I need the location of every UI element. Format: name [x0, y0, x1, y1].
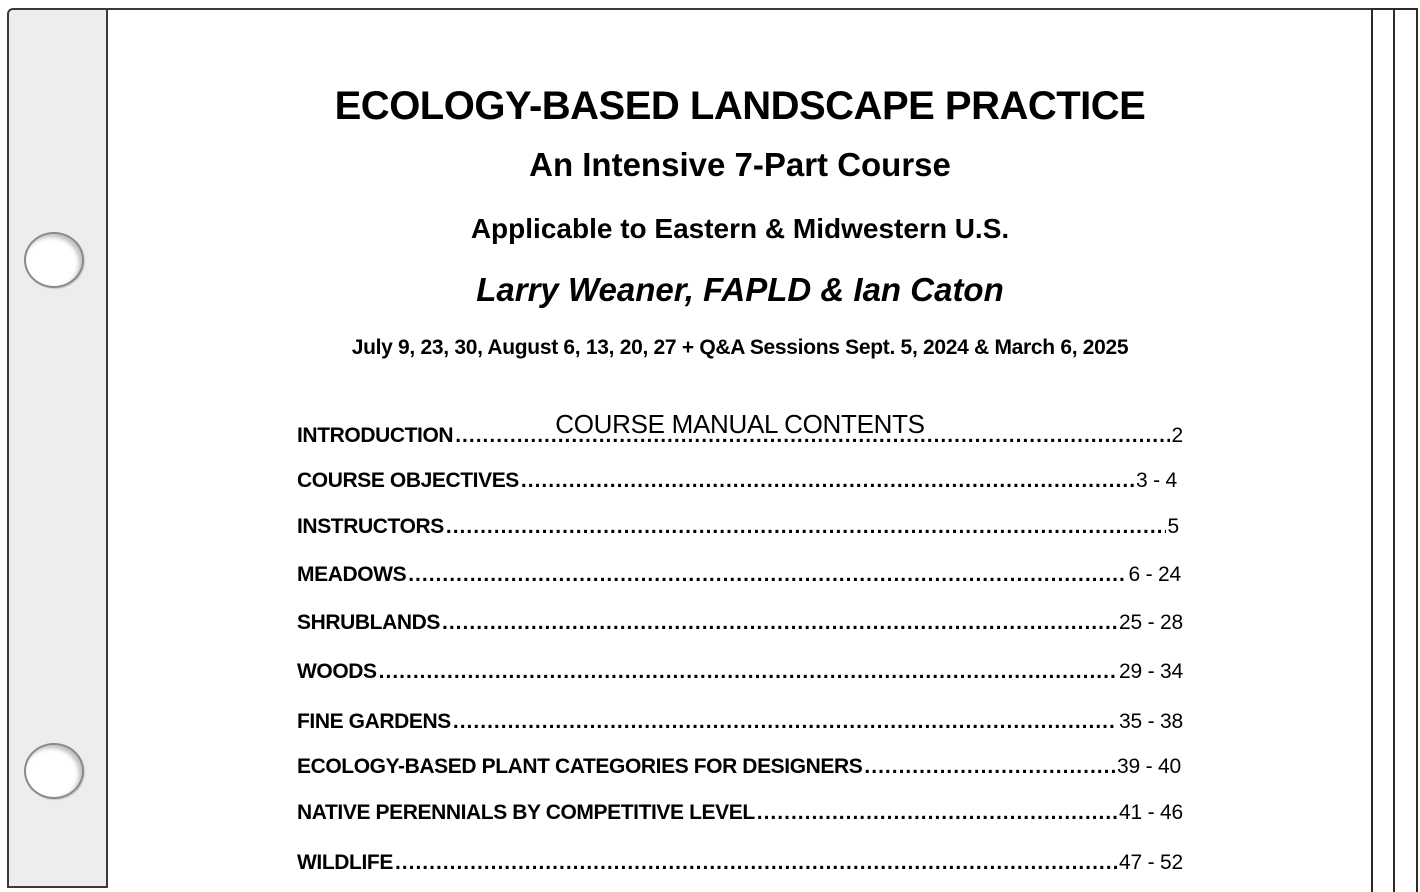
toc-label: ECOLOGY-BASED PLANT CATEGORIES FOR DESIGNERS — [297, 755, 863, 778]
toc-page: 41 - 46 — [1119, 801, 1183, 824]
page-stack-edge-2 — [1393, 8, 1395, 892]
toc-row-fine-gardens — [297, 710, 1183, 736]
toc-label: NATIVE PERENNIALS BY COMPETITIVE LEVEL — [297, 801, 755, 824]
punch-hole-bottom — [24, 743, 84, 799]
document-dates: July 9, 23, 30, August 6, 13, 20, 27 + Q&A Sessions Sept. 5, 2024 & March 6, 2025 — [351, 336, 1129, 359]
toc-page: 39 - 40 — [1117, 755, 1181, 778]
document-authors: Larry Weaner, FAPLD & Ian Caton — [476, 271, 1004, 308]
toc-leader — [453, 710, 1117, 734]
page-stack-edge-3 — [1416, 8, 1418, 892]
document-title: ECOLOGY-BASED LANDSCAPE PRACTICE — [334, 84, 1146, 128]
contents-heading: COURSE MANUAL CONTENTS — [555, 409, 925, 439]
toc-page: 6 - 24 — [1128, 563, 1181, 586]
toc-row-shrublands — [297, 611, 1183, 637]
document-region: Applicable to Eastern & Midwestern U.S. — [470, 213, 1010, 244]
toc-row-meadows — [297, 563, 1181, 589]
toc-label: FINE GARDENS — [297, 710, 451, 733]
toc-row-woods — [297, 660, 1183, 686]
toc-row-plant-categories — [297, 755, 1181, 781]
binder-strip — [7, 8, 108, 888]
toc-row-wildlife — [297, 851, 1183, 877]
toc-row-introduction — [297, 424, 1183, 450]
toc-label: INTRODUCTION — [297, 424, 454, 447]
toc-leader — [442, 611, 1117, 635]
toc-label: WILDLIFE — [297, 851, 393, 874]
toc-page: 25 - 28 — [1119, 611, 1183, 634]
toc-leader — [408, 563, 1126, 587]
toc-label: COURSE OBJECTIVES — [297, 469, 519, 492]
punch-hole-top — [24, 232, 84, 288]
toc-page: 2 — [1171, 424, 1183, 447]
toc-page: 47 - 52 — [1119, 851, 1183, 874]
toc-row-native-perennials — [297, 801, 1183, 827]
toc-label: WOODS — [297, 660, 377, 683]
page-stack-edge-1 — [1371, 8, 1373, 892]
toc-page: 3 - 4 — [1135, 469, 1177, 492]
toc-leader — [757, 801, 1117, 825]
toc-page: 5 — [1167, 515, 1179, 538]
toc-label: MEADOWS — [297, 563, 407, 586]
toc-row-instructors — [297, 515, 1179, 541]
toc-label: SHRUBLANDS — [297, 611, 441, 634]
toc-page: 35 - 38 — [1119, 710, 1183, 733]
toc-page: 29 - 34 — [1119, 660, 1183, 683]
toc-leader — [455, 424, 1169, 448]
document-subtitle: An Intensive 7-Part Course — [529, 146, 951, 183]
toc-label: INSTRUCTORS — [297, 515, 444, 538]
toc-leader — [379, 660, 1117, 684]
toc-leader — [395, 851, 1117, 875]
toc-leader — [446, 515, 1166, 539]
toc-leader — [864, 755, 1115, 779]
toc-leader — [521, 469, 1134, 493]
toc-row-course-objectives — [297, 469, 1177, 495]
